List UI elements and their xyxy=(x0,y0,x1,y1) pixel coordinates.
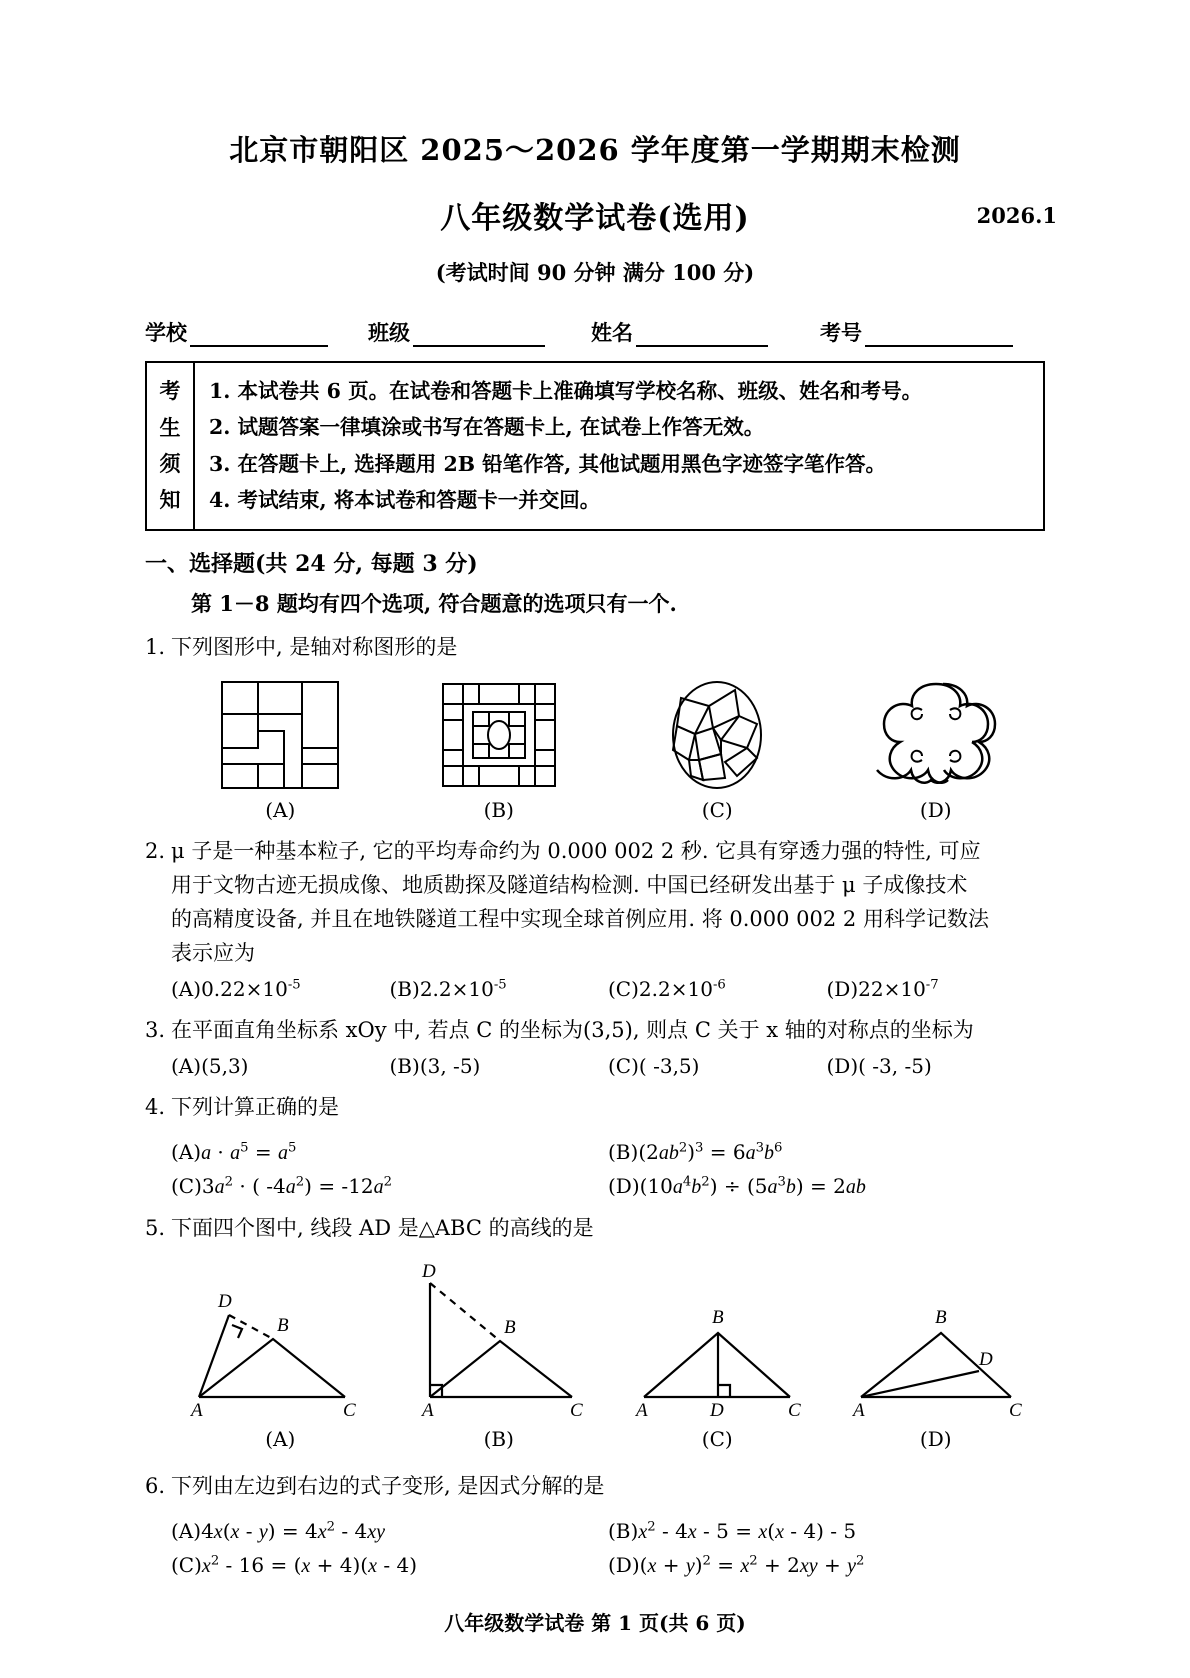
exam-date: 2026.1 xyxy=(976,203,1057,228)
opt-value: $3a^2$ · ( $-4a^2) = -12a^2$ xyxy=(201,1174,393,1199)
q3-option-a[interactable] xyxy=(171,1054,390,1078)
opt-tag: (C) xyxy=(171,1174,202,1199)
q6-options xyxy=(171,1510,1045,1578)
q5-option-a[interactable] xyxy=(171,1259,390,1419)
q5-label-d: (D) xyxy=(919,1427,952,1452)
notice-side-label xyxy=(147,363,195,529)
question-6 xyxy=(145,1469,1045,1578)
notice-item: 3. 在答题卡上, 选择题用 2B 铅笔作答, 其他试题用黑色字迹签字笔作答。 xyxy=(209,451,886,476)
q2-options xyxy=(171,977,1045,1001)
q6-option-c[interactable] xyxy=(171,1553,608,1578)
opt-value: 0.22×10 xyxy=(201,977,288,1002)
quatrefoil-cloud-pattern-icon xyxy=(870,676,1002,794)
notice-char-4: 知 xyxy=(159,487,181,513)
q3-options xyxy=(171,1054,1045,1078)
exam-meta: (考试时间 90 分钟 满分 100 分) xyxy=(435,260,755,285)
q2-option-a[interactable] xyxy=(171,977,390,1001)
q1-option-a[interactable] xyxy=(171,676,390,794)
question-number: 2. xyxy=(145,838,166,863)
opt-value: (3, -5) xyxy=(419,1054,481,1079)
question-stem: 下列由左边到右边的式子变形, 是因式分解的是 xyxy=(171,1474,605,1499)
q1-option-c[interactable] xyxy=(608,676,827,794)
triangle-altitude-inside-icon xyxy=(622,1259,812,1419)
svg-text:A: A xyxy=(191,1400,203,1420)
q6-option-b[interactable] xyxy=(608,1519,1045,1544)
candidate-notice-box xyxy=(145,361,1045,531)
opt-value: (5,3) xyxy=(201,1054,249,1079)
label-name: 姓名 xyxy=(591,320,633,345)
q1-label-d: (D) xyxy=(919,797,952,822)
q1-figure-row xyxy=(171,676,1045,794)
svg-text:B: B xyxy=(503,1317,516,1339)
svg-text:B: B xyxy=(934,1307,947,1329)
q5-label-b: (B) xyxy=(483,1427,514,1452)
q4-option-a[interactable] xyxy=(171,1140,608,1165)
opt-tag: (D) xyxy=(608,1553,640,1578)
opt-value: 2.2×10 xyxy=(419,977,494,1002)
q4-option-c[interactable] xyxy=(171,1174,608,1199)
q5-option-c[interactable] xyxy=(608,1259,827,1419)
field-name xyxy=(591,317,768,347)
page-title: 北京市朝阳区 2025～2026 学年度第一学期期末检测 xyxy=(229,133,961,167)
q4-options xyxy=(171,1131,1045,1199)
opt-tag: (C) xyxy=(608,1054,639,1079)
q4-option-b[interactable] xyxy=(608,1140,1045,1165)
question-number: 1. xyxy=(145,634,166,659)
input-exam-id[interactable] xyxy=(865,323,1013,347)
oval-mosaic-pattern-icon xyxy=(651,676,783,794)
paper-subtitle: 八年级数学试卷(选用) xyxy=(440,201,750,236)
opt-tag: (C) xyxy=(171,1553,202,1578)
opt-value: $(x + y)^2 = x^2 + 2xy + y^2$ xyxy=(639,1553,865,1578)
q5-label-a: (A) xyxy=(265,1427,296,1452)
svg-text:B: B xyxy=(712,1307,724,1329)
question-stem: 下面四个图中, 线段 AD 是△ABC 的高线的是 xyxy=(171,1216,594,1241)
question-1 xyxy=(145,630,1045,822)
question-5 xyxy=(145,1211,1045,1451)
opt-exp: -5 xyxy=(287,977,301,993)
subtitle-row xyxy=(145,193,1057,236)
opt-tag: (B) xyxy=(389,977,420,1002)
svg-text:D: D xyxy=(421,1261,436,1283)
opt-value: $(10a^4b^2) \div (5a^3b) = 2ab$ xyxy=(639,1174,866,1199)
question-stem: 在平面直角坐标系 xOy 中, 若点 C 的坐标为(3,5), 则点 C 关于 x 轴的对称点的坐标为 xyxy=(171,1018,974,1043)
svg-text:A: A xyxy=(852,1400,865,1420)
notice-body xyxy=(195,363,1043,529)
q1-label-a: (A) xyxy=(265,797,296,822)
q1-figure-labels xyxy=(171,798,1045,822)
question-number: 6. xyxy=(145,1474,166,1499)
input-class[interactable] xyxy=(413,323,545,347)
q3-option-b[interactable] xyxy=(390,1054,609,1078)
opt-exp: -5 xyxy=(493,977,507,993)
stem-line: 的高精度设备, 并且在地铁隧道工程中实现全球首例应用. 将 0.000 002 2 用科学记数法 xyxy=(171,906,989,931)
opt-value: ( -3, -5) xyxy=(858,1054,932,1079)
q2-option-d[interactable] xyxy=(827,977,1046,1001)
question-3 xyxy=(145,1013,1045,1078)
triangle-altitude-to-bc-icon xyxy=(841,1259,1031,1419)
q5-option-d[interactable] xyxy=(827,1259,1046,1419)
question-stem xyxy=(171,834,1045,970)
opt-tag: (C) xyxy=(608,977,639,1002)
opt-value: ( -3,5) xyxy=(638,1054,700,1079)
q3-option-d[interactable] xyxy=(827,1054,1046,1078)
svg-text:C: C xyxy=(343,1400,356,1420)
label-class: 班级 xyxy=(368,320,410,345)
question-4 xyxy=(145,1090,1045,1199)
question-number: 5. xyxy=(145,1216,166,1241)
opt-value: 22×10 xyxy=(858,977,926,1002)
notice-char-3: 须 xyxy=(159,450,181,476)
lattice-window-pattern-icon xyxy=(433,676,565,794)
opt-tag: (A) xyxy=(171,1054,202,1079)
q5-option-b[interactable] xyxy=(390,1259,609,1419)
field-exam-id xyxy=(820,317,1013,347)
question-2 xyxy=(145,834,1045,1001)
opt-value: $x^2 - 4x - 5 = x(x - 4) - 5$ xyxy=(638,1519,857,1544)
svg-text:D: D xyxy=(218,1291,232,1313)
q2-option-b[interactable] xyxy=(390,977,609,1001)
svg-text:C: C xyxy=(1008,1400,1022,1420)
interlocking-square-pattern-icon xyxy=(214,676,346,794)
opt-value: 2.2×10 xyxy=(638,977,713,1002)
q1-option-d[interactable] xyxy=(827,676,1046,794)
opt-tag: (A) xyxy=(171,1519,202,1544)
stem-line: 表示应为 xyxy=(171,941,255,965)
opt-exp: -6 xyxy=(712,977,726,993)
stem-line: μ 子是一种基本粒子, 它的平均寿命约为 0.000 002 2 秒. 它具有穿透力强的特性, 可应 xyxy=(171,838,981,863)
notice-char-2: 生 xyxy=(159,414,181,440)
notice-char-1: 考 xyxy=(159,378,181,404)
label-exam-id: 考号 xyxy=(820,320,862,345)
label-school: 学校 xyxy=(145,320,187,345)
opt-value: $4x(x - y) = 4x^2 - 4xy$ xyxy=(201,1519,386,1544)
input-name[interactable] xyxy=(636,323,768,347)
opt-tag: (D) xyxy=(826,1054,859,1079)
student-info-line xyxy=(145,317,1045,347)
opt-tag: (D) xyxy=(826,977,859,1002)
triangle-altitude-outside-left-icon xyxy=(185,1259,375,1419)
q2-option-c[interactable] xyxy=(608,977,827,1001)
opt-tag: (A) xyxy=(171,1140,202,1165)
svg-text:C: C xyxy=(788,1400,801,1420)
question-stem: 下列计算正确的是 xyxy=(171,1095,339,1120)
notice-item: 2. 试题答案一律填涂或书写在答题卡上, 在试卷上作答无效。 xyxy=(209,415,765,440)
q3-option-c[interactable] xyxy=(608,1054,827,1078)
opt-value: $(2ab^2)^3 = 6a^3b^6$ xyxy=(638,1140,783,1165)
field-class xyxy=(368,317,545,347)
svg-text:B: B xyxy=(277,1315,289,1337)
section-one-subheading: 第 1－8 题均有四个选项, 符合题意的选项只有一个. xyxy=(191,590,677,616)
q5-label-c: (C) xyxy=(701,1427,733,1452)
q6-option-d[interactable] xyxy=(608,1553,1045,1578)
svg-text:D: D xyxy=(978,1349,993,1371)
q6-option-a[interactable] xyxy=(171,1519,608,1544)
svg-text:A: A xyxy=(421,1400,434,1420)
triangle-altitude-right-angle-at-a-icon xyxy=(404,1259,594,1419)
page-footer: 八年级数学试卷 第 1 页(共 6 页) xyxy=(444,1611,746,1635)
opt-tag: (B) xyxy=(608,1519,639,1544)
input-school[interactable] xyxy=(190,323,328,347)
q1-option-b[interactable] xyxy=(390,676,609,794)
q4-option-d[interactable] xyxy=(608,1174,1045,1199)
opt-tag: (B) xyxy=(608,1140,639,1165)
q1-label-c: (C) xyxy=(701,797,733,822)
opt-tag: (B) xyxy=(389,1054,420,1079)
notice-item: 4. 考试结束, 将本试卷和答题卡一并交回。 xyxy=(209,488,601,513)
opt-value: $x^2 - 16 = (x + 4)(x - 4)$ xyxy=(201,1553,417,1578)
q1-label-b: (B) xyxy=(483,797,514,822)
field-school xyxy=(145,317,328,347)
stem-line: 用于文物古迹无损成像、地质勘探及隧道结构检测. 中国已经研发出基于 μ 子成像技术 xyxy=(171,872,968,897)
svg-text:D: D xyxy=(710,1400,724,1420)
q5-figure-row xyxy=(171,1259,1045,1419)
svg-text:C: C xyxy=(569,1400,583,1420)
opt-tag: (D) xyxy=(608,1174,640,1199)
question-number: 3. xyxy=(145,1018,166,1043)
opt-value: $a \cdot a^5 = a^5$ xyxy=(201,1140,297,1165)
opt-tag: (A) xyxy=(171,977,202,1002)
notice-item: 1. 本试卷共 6 页。在试卷和答题卡上准确填写学校名称、班级、姓名和考号。 xyxy=(209,379,923,403)
question-stem: 下列图形中, 是轴对称图形的是 xyxy=(171,634,458,659)
opt-exp: -7 xyxy=(925,977,939,993)
section-one-heading: 一、选择题(共 24 分, 每题 3 分) xyxy=(145,550,478,577)
question-number: 4. xyxy=(145,1095,166,1120)
svg-text:A: A xyxy=(636,1400,648,1420)
q5-figure-labels xyxy=(171,1427,1045,1451)
